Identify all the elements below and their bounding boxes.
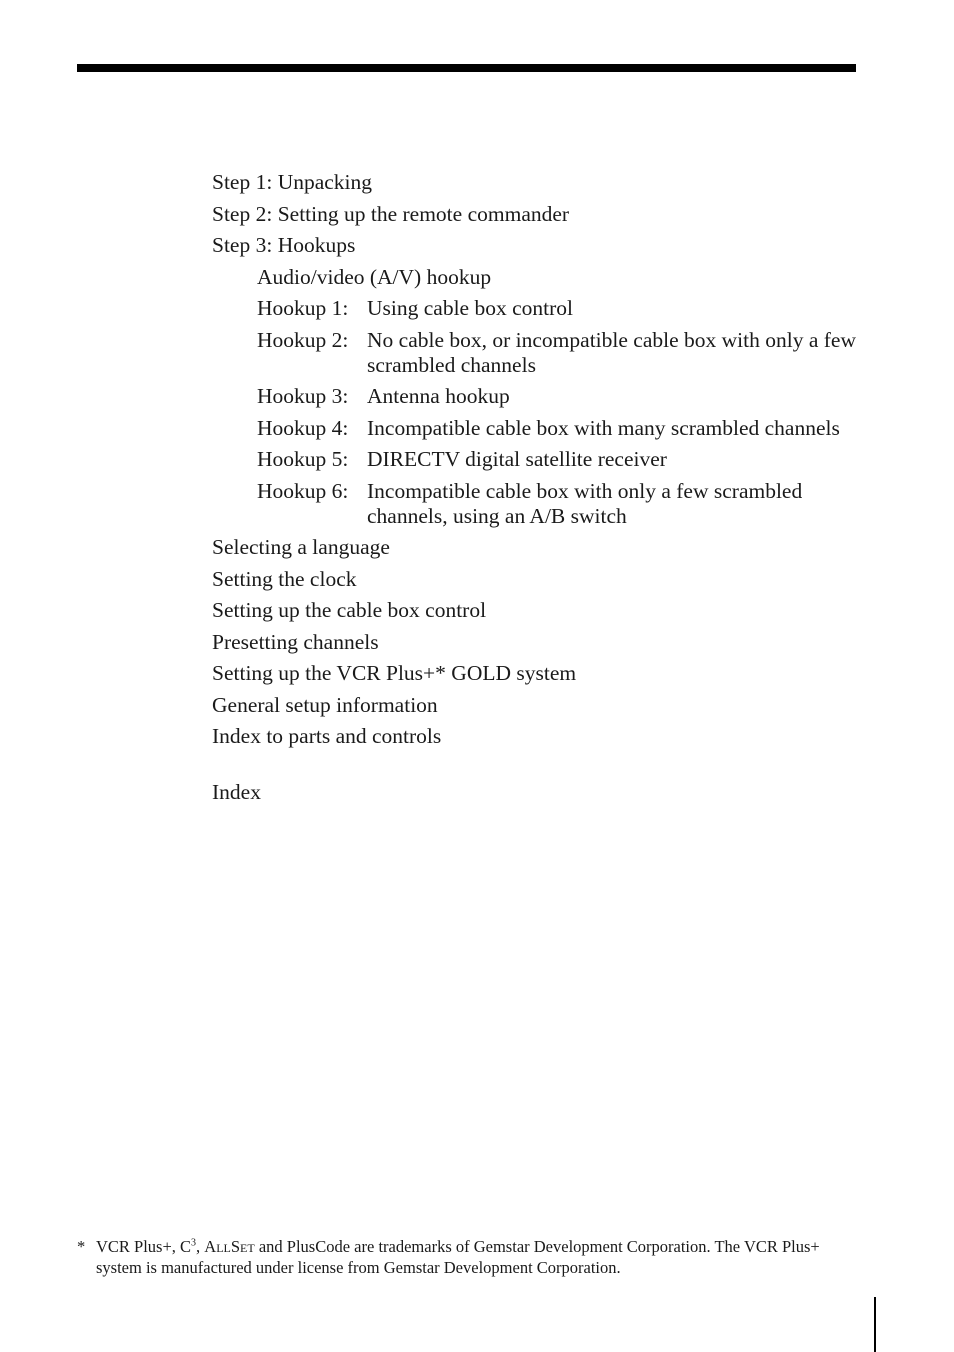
hookup-label: Hookup 5: bbox=[257, 447, 349, 471]
hookup-text: Using cable box control bbox=[367, 296, 573, 320]
page-edge-rule bbox=[874, 1297, 876, 1352]
toc-step-3: Step 3: Hookups bbox=[212, 233, 356, 257]
toc-hookup-5 bbox=[257, 447, 862, 472]
toc-vcr-plus-gold: Setting up the VCR Plus+* GOLD system bbox=[212, 661, 577, 685]
toc-general-setup: General setup information bbox=[212, 692, 438, 717]
hookup-label: Hookup 1: bbox=[257, 296, 349, 320]
toc-setting-clock: Setting the clock bbox=[212, 566, 357, 591]
hookup-label: Hookup 2: bbox=[257, 327, 349, 352]
toc-index-parts: Index to parts and controls bbox=[212, 724, 442, 748]
hookup-label: Hookup 6: bbox=[257, 478, 349, 503]
hookup-text: Antenna hookup bbox=[367, 384, 510, 408]
toc-hookup-4 bbox=[257, 416, 862, 441]
footnote-text: VCR Plus+, $C^3$, AllSet and PlusCode are trademarks of Gemstar Development Corporation. The VCR Plus+ system is manufactured under license from Gemstar Development Corporation. bbox=[96, 1237, 820, 1277]
toc-cable-box-control: Setting up the cable box control bbox=[212, 598, 487, 622]
toc-hookup-1 bbox=[257, 296, 862, 321]
toc-step-2: Step 2: Setting up the remote commander bbox=[212, 201, 570, 226]
hookup-label: Hookup 4: bbox=[257, 415, 349, 440]
toc-hookup-2 bbox=[257, 328, 862, 378]
toc-presetting-channels: Presetting channels bbox=[212, 629, 379, 654]
hookup-text: No cable box, or incompatible cable box with only a few scrambled channels bbox=[367, 327, 856, 377]
table-of-contents bbox=[212, 170, 862, 811]
footnote bbox=[77, 1237, 867, 1278]
hookup-text: Incompatible cable box with many scrambled channels bbox=[367, 415, 840, 440]
hookup-text: DIRECTV digital satellite receiver bbox=[367, 447, 667, 471]
toc-index: Index bbox=[212, 779, 261, 804]
toc-selecting-language: Selecting a language bbox=[212, 535, 390, 559]
hookup-label: Hookup 3: bbox=[257, 384, 349, 408]
hookup-text: Incompatible cable box with only a few scrambled channels, using an A/B switch bbox=[367, 478, 803, 528]
footnote-marker: * bbox=[77, 1237, 86, 1256]
toc-step-1: Step 1: Unpacking bbox=[212, 170, 373, 194]
toc-hookup-6 bbox=[257, 479, 862, 529]
toc-hookup-3 bbox=[257, 384, 862, 409]
toc-av-hookup: Audio/video (A/V) hookup bbox=[257, 264, 492, 289]
top-rule bbox=[77, 64, 856, 72]
